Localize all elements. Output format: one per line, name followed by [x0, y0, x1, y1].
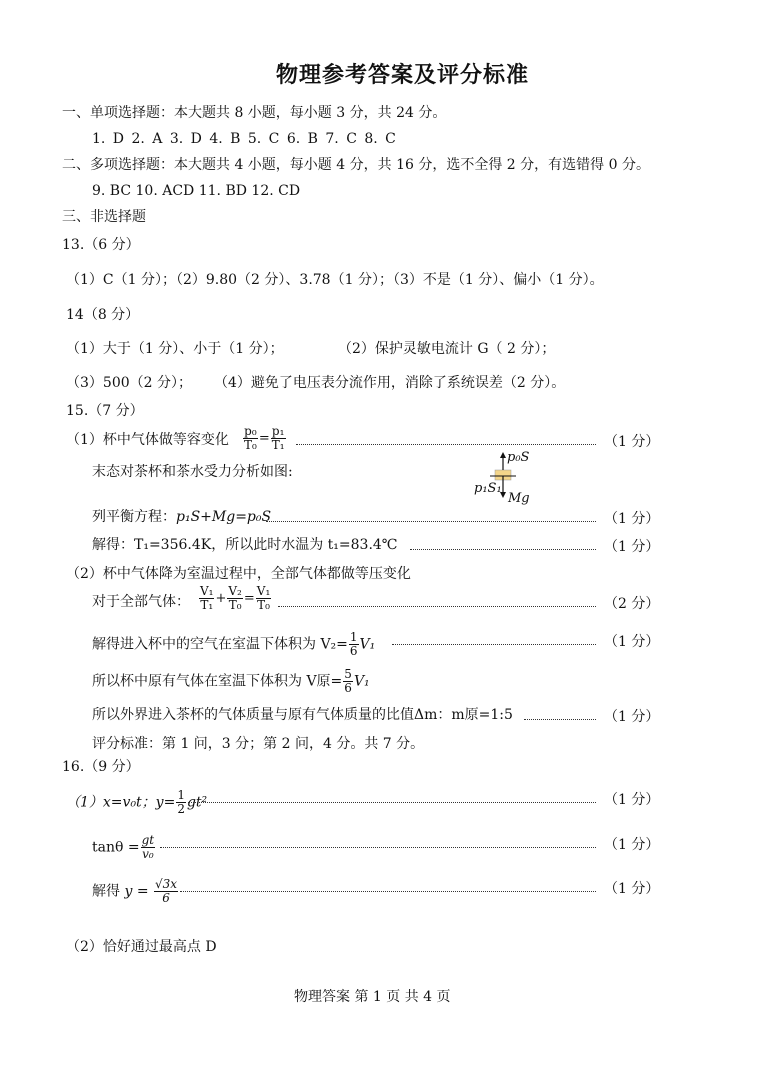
section1-answers: 1. D 2. A 3. D 4. B 5. C 6. B 7. C 8. C — [92, 131, 396, 147]
q13-heading: 13.（6 分） — [62, 237, 140, 253]
q14-answer-1b: （2）保护灵敏电流计 G（ 2 分）； — [338, 341, 556, 357]
leader-dots — [296, 444, 596, 445]
fraction-1-2: $\frac{1}{2}$ — [177, 788, 185, 816]
q15-criteria: 评分标准：第 1 问，3 分；第 2 问，4 分。共 7 分。 — [92, 736, 425, 752]
q13-answer: （1）C（1 分）；（2）9.80（2 分）、3.78（1 分）；（3）不是（1 分）、偏小（1 分）。 — [66, 272, 604, 288]
q15-balance: 列平衡方程：p₁S+Mg=p₀S — [92, 509, 272, 525]
q14-heading: 14（8 分） — [66, 307, 140, 323]
leader-dots — [188, 802, 596, 803]
section2-answers: 9. BC 10. ACD 11. BD 12. CD — [92, 183, 301, 199]
q14-answer-2a: （3）500（2 分）； — [66, 375, 192, 391]
force-label-mg: Mg — [508, 491, 530, 506]
q16-tan-eq: tanθ = $\frac{gt}{\text{v₀}}$ — [92, 833, 155, 861]
fraction-5-6: $\frac{5}{6}$ — [344, 667, 352, 695]
fraction-v1-t1: $\frac{\text{V₁}}{\text{T₁}}$ — [200, 584, 214, 612]
fraction-v2-t0: $\frac{\text{V₂}}{\text{T₀}}$ — [228, 584, 242, 612]
score-1: （1 分） — [604, 792, 660, 808]
section1-heading: 一、单项选择题：本大题共 8 小题，每小题 3 分，共 24 分。 — [62, 105, 447, 121]
q15-part2-text: （2）杯中气体降为室温过程中，全部气体都做等压变化 — [66, 566, 411, 582]
force-label-p0s: p₀S — [507, 450, 530, 465]
fraction-p0-t0: $\frac{\text{p₀}}{\text{T₀}}$ — [244, 424, 257, 452]
q15-enter: 解得进入杯中的空气在室温下体积为 V₂= $\frac{1}{6}$ V₁ — [92, 630, 376, 658]
fraction-p1-t1: $\frac{\text{p₁}}{\text{T₁}}$ — [271, 424, 285, 452]
fraction-v1-t0: $\frac{\text{V₁}}{\text{T₀}}$ — [256, 584, 271, 612]
score-1: （1 分） — [604, 634, 660, 650]
leader-dots — [524, 719, 596, 720]
q14-answer-1a: （1）大于（1 分）、小于（1 分）； — [66, 341, 284, 357]
page-footer: 物理答案 第 1 页 共 4 页 — [294, 989, 451, 1005]
leader-dots — [160, 847, 596, 848]
fraction-gt-v0: $\frac{gt}{\text{v₀}}$ — [141, 833, 155, 861]
fraction-sqrt3x-6: $\frac{√3x}{6}$ — [155, 877, 178, 905]
score-1: （1 分） — [604, 837, 660, 853]
score-1: （1 分） — [604, 881, 660, 897]
score-2: （2 分） — [604, 596, 660, 612]
score-1: （1 分） — [604, 539, 660, 555]
q15-equation-volume: $\frac{\text{V₁}}{\text{T₁}}$ + $\frac{\text{V₂}}{\text{T₀}}$ = $\frac{\text{V₁}}{\text{T₀}}$ — [200, 584, 271, 612]
q16-heading: 16.（9 分） — [62, 759, 140, 775]
q15-part1-text: （1）杯中气体做等容变化 — [66, 432, 229, 448]
q15-orig: 所以杯中原有气体在室温下体积为 V原= $\frac{5}{6}$ V₁ — [92, 667, 370, 695]
leader-dots — [266, 521, 596, 522]
q15-heading: 15.（7 分） — [66, 403, 144, 419]
q16-part1-eq: （1）x=v₀t；y= $\frac{1}{2}$ gt² — [66, 788, 208, 816]
score-1: （1 分） — [604, 434, 660, 450]
page-title: 物理参考答案及评分标准 — [276, 62, 530, 88]
arrow-head-up — [500, 452, 506, 458]
score-1: （1 分） — [604, 511, 660, 527]
q14-answer-2b: （4）避免了电压表分流作用，消除了系统误差（2 分）。 — [214, 375, 566, 391]
section2-heading: 二、多项选择题：本大题共 4 小题，每小题 4 分，共 16 分，选不全得 2 分，有选错得 0 分。 — [62, 157, 650, 173]
q15-ratio: 所以外界进入茶杯的气体质量与原有气体质量的比值Δm：m原=1:5 — [92, 707, 513, 723]
q15-solve: 解得：T₁=356.4K，所以此时水温为 t₁=83.4℃ — [92, 537, 398, 553]
leader-dots — [392, 644, 596, 645]
q15-all-gas: 对于全部气体： — [92, 594, 190, 610]
q16-part2: （2）恰好通过最高点 D — [66, 939, 217, 955]
q16-solve: 解得 y = $\frac{√3x}{6}$ — [92, 877, 178, 905]
section3-heading: 三、非选择题 — [62, 209, 146, 225]
q15-analysis: 末态对茶杯和茶水受力分析如图: — [92, 464, 293, 480]
score-1: （1 分） — [604, 709, 660, 725]
leader-dots — [278, 606, 596, 607]
leader-dots — [410, 549, 596, 550]
force-label-p1s1: p₁S₁ — [474, 481, 502, 496]
q15-equation-pressure: $\frac{\text{p₀}}{\text{T₀}}$ = $\frac{\text{p₁}}{\text{T₁}}$ — [244, 424, 285, 452]
leader-dots — [180, 891, 596, 892]
fraction-1-6: $\frac{1}{6}$ — [349, 630, 358, 658]
